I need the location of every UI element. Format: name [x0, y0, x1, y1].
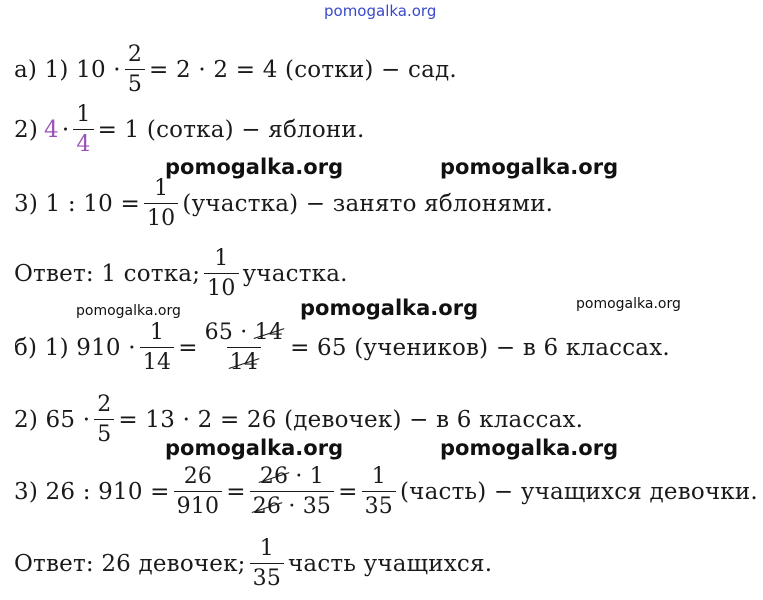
fraction-denominator: 910 — [174, 491, 223, 518]
fraction — [362, 466, 396, 518]
part-a-answer-prefix: Ответ: 1 сотка; — [14, 261, 201, 287]
watermark-logo: pomogalka.org — [440, 155, 619, 179]
watermark-logo: pomogalka.org — [576, 296, 681, 312]
part-a-line-2-rest: = 1 (сотка) − яблони. — [97, 117, 365, 143]
fraction-denominator — [250, 491, 334, 518]
fraction-denominator: 35 — [362, 491, 396, 518]
watermark-logo: pomogalka.org — [165, 436, 344, 460]
fraction-denominator: 10 — [144, 203, 178, 230]
fraction-numerator — [202, 322, 286, 347]
fraction-numerator: 1 — [76, 102, 91, 127]
fraction — [125, 44, 145, 96]
watermark-logo: pomogalka.org — [300, 296, 479, 320]
part-a-answer — [14, 248, 348, 300]
site-header-link[interactable]: pomogalka.org — [324, 2, 437, 20]
fraction-numerator: 26 — [183, 464, 213, 489]
fraction-numerator: 2 — [97, 392, 112, 417]
fraction-numerator-part: · 1 — [295, 464, 325, 489]
part-b-line-1-rest: = 65 (учеников) − в 6 классах. — [290, 335, 670, 361]
fraction — [73, 104, 93, 156]
part-a-line-3-rest: (участка) − занято яблонями. — [182, 191, 554, 217]
fraction-denominator: 10 — [204, 273, 238, 300]
fraction — [204, 248, 238, 300]
part-b-line-1-prefix: б) 1) 910 · — [14, 335, 136, 361]
part-b-line-1 — [14, 322, 670, 374]
fraction-numerator: 1 — [154, 176, 169, 201]
part-b-line-2-rest: = 13 · 2 = 26 (девочек) − в 6 классах. — [118, 407, 584, 433]
cancelled-factor: 14 — [254, 320, 284, 345]
equals-sign: = — [338, 479, 358, 505]
part-b-answer-rest: часть учащихся. — [288, 551, 493, 577]
fraction — [202, 322, 286, 374]
part-b-answer-prefix: Ответ: 26 девочек; — [14, 551, 246, 577]
part-b-line-3 — [14, 466, 758, 518]
fraction-numerator — [257, 466, 327, 491]
fraction-denominator: 14 — [140, 347, 174, 374]
part-a-line-1 — [14, 44, 457, 96]
part-a-line-2-multiplier: 4 — [44, 117, 59, 143]
fraction-numerator: 1 — [371, 464, 386, 489]
fraction-denominator — [227, 347, 261, 374]
part-b-line-3-prefix: 3) 26 : 910 = — [14, 479, 170, 505]
fraction-numerator: 2 — [127, 42, 143, 67]
fraction-numerator-part: 65 · — [204, 320, 248, 345]
part-b-answer — [14, 538, 492, 590]
fraction-denominator: 35 — [250, 563, 284, 590]
fraction — [174, 466, 223, 518]
cancelled-factor: 26 — [252, 494, 282, 519]
part-b-line-2-prefix: 2) 65 · — [14, 407, 91, 433]
part-a-line-1-rest: = 2 · 2 = 4 (сотки) − сад. — [149, 57, 457, 83]
watermark-logo: pomogalka.org — [440, 436, 619, 460]
fraction-denominator: 5 — [125, 69, 145, 96]
part-a-line-1-prefix: а) 1) 10 · — [14, 57, 121, 83]
part-a-line-3 — [14, 178, 553, 230]
fraction-numerator: 1 — [149, 320, 165, 345]
fraction — [144, 178, 178, 230]
equals-sign: = — [178, 335, 198, 361]
equals-sign: = — [226, 479, 246, 505]
fraction-numerator: 1 — [214, 246, 229, 271]
watermark-logo: pomogalka.org — [76, 303, 181, 319]
watermark-logo: pomogalka.org — [165, 155, 344, 179]
part-a-line-2 — [14, 104, 364, 156]
fraction — [140, 322, 174, 374]
part-a-line-2-dot: · — [61, 117, 70, 143]
fraction-denominator: 4 — [73, 129, 93, 156]
fraction — [94, 394, 114, 446]
cancelled-factor: 14 — [229, 350, 259, 375]
fraction — [250, 538, 284, 590]
fraction-denominator: 5 — [94, 419, 114, 446]
part-a-answer-rest: участка. — [242, 261, 348, 287]
cancelled-factor: 26 — [259, 464, 289, 489]
fraction-denominator-part: · 35 — [288, 494, 332, 519]
part-b-line-3-rest: (часть) − учащихся девочки. — [400, 479, 758, 505]
part-a-line-3-prefix: 3) 1 : 10 = — [14, 191, 140, 217]
part-a-line-2-prefix: 2) — [14, 117, 39, 143]
fraction — [250, 466, 334, 518]
fraction-numerator: 1 — [259, 536, 274, 561]
